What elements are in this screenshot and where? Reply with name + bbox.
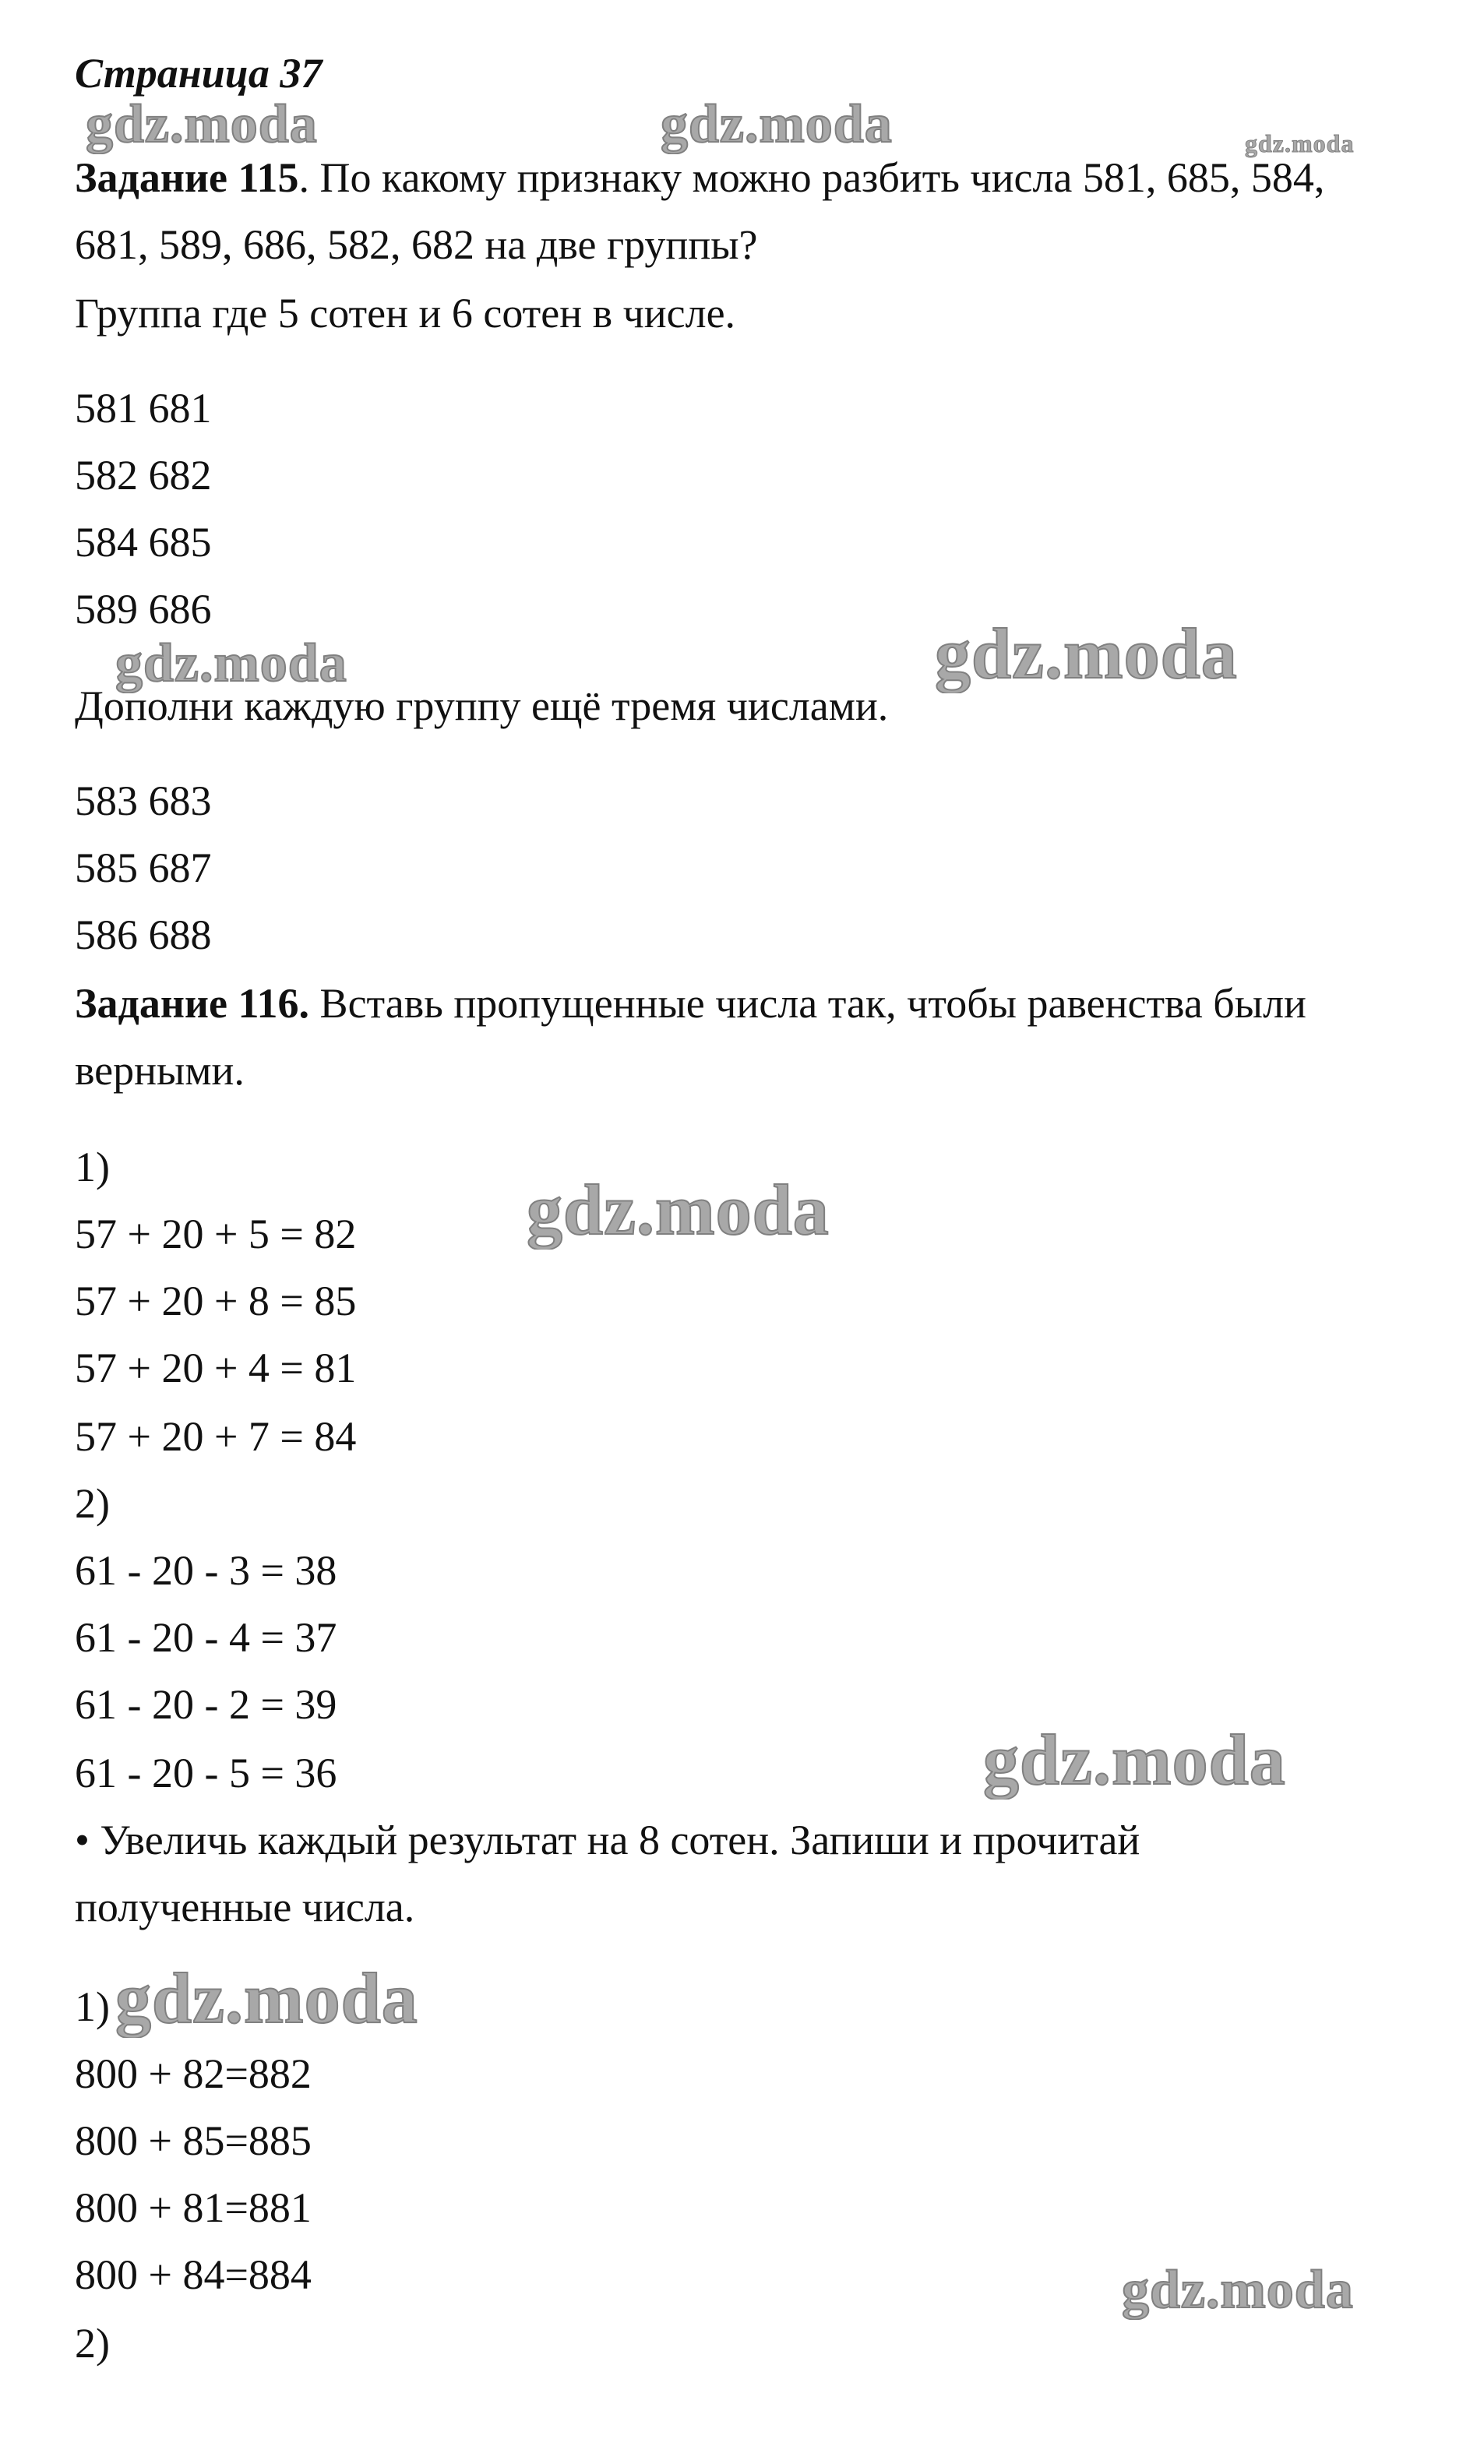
task115-question-text: . По какому признаку можно разбить числа 581, 685, 584,: [298, 154, 1325, 201]
watermark: gdz.moda: [983, 1720, 1286, 1800]
watermark: gdz.moda: [115, 1958, 418, 2038]
task115-group-row: 582 682: [75, 452, 212, 499]
task116-part2-label: 2): [75, 1480, 110, 1527]
watermark: gdz.moda: [527, 1170, 830, 1250]
task116-bullet-line1: • Увеличь каждый результат на 8 сотен. Запиши и прочитай: [75, 1817, 1140, 1863]
task116-label: Задание 116.: [75, 980, 310, 1027]
equation-row: 61 - 20 - 4 = 37: [75, 1614, 337, 1661]
task116-result1-label: 1): [75, 1983, 110, 2030]
task115-extra-row: 583 683: [75, 777, 212, 824]
task116-question-line1: [75, 978, 1306, 1028]
task116-question-line2: верными.: [75, 1047, 245, 1094]
task116-bullet-line2: полученные числа.: [75, 1884, 415, 1930]
equation-row: 57 + 20 + 7 = 84: [75, 1413, 357, 1460]
equation-row: 57 + 20 + 8 = 85: [75, 1278, 357, 1324]
result-row: 800 + 85=885: [75, 2117, 312, 2164]
task115-group-row: 584 685: [75, 519, 212, 566]
task116-question-text: Вставь пропущенные числа так, чтобы равенства были: [309, 980, 1306, 1027]
task115-instruction: Дополни каждую группу ещё тремя числами.: [75, 682, 889, 729]
watermark: gdz.moda: [86, 94, 318, 154]
page-title: Страница 37: [75, 50, 323, 97]
task115-extra-row: 586 688: [75, 911, 212, 958]
watermark: gdz.moda: [115, 633, 347, 693]
task115-answer: Группа где 5 сотен и 6 сотен в числе.: [75, 290, 736, 337]
equation-row: 57 + 20 + 5 = 82: [75, 1211, 357, 1257]
watermark: gdz.moda: [935, 614, 1238, 693]
equation-row: 61 - 20 - 2 = 39: [75, 1681, 337, 1728]
task115-group-row: 581 681: [75, 385, 212, 432]
equation-row: 61 - 20 - 5 = 36: [75, 1750, 337, 1796]
task115-question-line1: [75, 153, 1324, 203]
result-row: 800 + 84=884: [75, 2251, 312, 2298]
task115-extra-row: 585 687: [75, 844, 212, 891]
equation-row: 61 - 20 - 3 = 38: [75, 1547, 337, 1594]
result-row: 800 + 82=882: [75, 2050, 312, 2097]
watermark: gdz.moda: [661, 94, 893, 154]
task115-question-line2: 681, 589, 686, 582, 682 на две группы?: [75, 221, 758, 268]
result-row: 800 + 81=881: [75, 2184, 312, 2231]
watermark: gdz.moda: [1122, 2260, 1354, 2320]
equation-row: 57 + 20 + 4 = 81: [75, 1345, 357, 1391]
task115-group-row: 589 686: [75, 586, 212, 633]
task116-result2-label: 2): [75, 2320, 110, 2367]
task116-part1-label: 1): [75, 1144, 110, 1190]
task115-label: Задание 115: [75, 154, 299, 201]
watermark: gdz.moda: [1245, 129, 1355, 157]
